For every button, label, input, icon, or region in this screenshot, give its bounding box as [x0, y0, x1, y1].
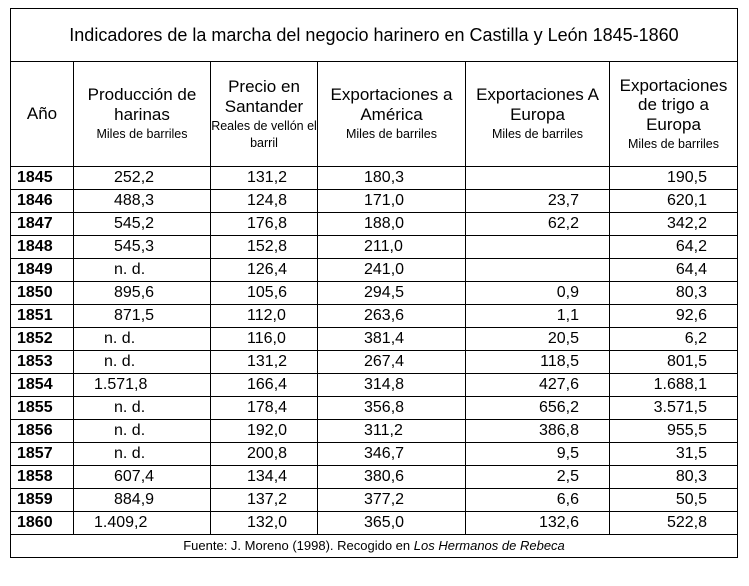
cell-america: 180,3 [318, 167, 466, 190]
data-table [10, 8, 738, 558]
cell-produccion: 488,3 [74, 190, 211, 213]
header-precio-sub: Reales de vellón el barril [211, 119, 317, 150]
cell-trigo: 50,5 [610, 489, 738, 512]
cell-america: 211,0 [318, 236, 466, 259]
header-america-main: Exportaciones a América [330, 85, 453, 124]
table-row [11, 466, 738, 489]
header-america-sub: Miles de barriles [345, 127, 437, 142]
cell-produccion: 607,4 [74, 466, 211, 489]
cell-precio: 178,4 [211, 397, 318, 420]
cell-trigo: 1.688,1 [610, 374, 738, 397]
cell-trigo: 620,1 [610, 190, 738, 213]
cell-europa: 6,6 [466, 489, 610, 512]
header-year: Año [11, 62, 74, 167]
header-precio [211, 62, 318, 167]
cell-year: 1851 [11, 305, 74, 328]
cell-produccion: 252,2 [74, 167, 211, 190]
header-produccion-main: Producción de harinas [87, 85, 197, 124]
header-america [318, 62, 466, 167]
cell-year: 1845 [11, 167, 74, 190]
cell-year: 1853 [11, 351, 74, 374]
header-trigo-main: Exportaciones de trigo a Europa [619, 75, 728, 134]
cell-year: 1854 [11, 374, 74, 397]
header-trigo [610, 62, 738, 167]
footer-book: Los Hermanos de Rebeca [413, 538, 565, 553]
cell-produccion: 545,3 [74, 236, 211, 259]
cell-year: 1848 [11, 236, 74, 259]
cell-trigo: 190,5 [610, 167, 738, 190]
table-row [11, 397, 738, 420]
cell-trigo: 31,5 [610, 443, 738, 466]
cell-precio: 166,4 [211, 374, 318, 397]
cell-trigo: 64,2 [610, 236, 738, 259]
cell-america: 188,0 [318, 213, 466, 236]
cell-year: 1847 [11, 213, 74, 236]
cell-europa: 0,9 [466, 282, 610, 305]
cell-trigo: 80,3 [610, 282, 738, 305]
table-row [11, 328, 738, 351]
cell-year: 1849 [11, 259, 74, 282]
cell-year: 1852 [11, 328, 74, 351]
cell-trigo: 522,8 [610, 512, 738, 535]
cell-precio: 192,0 [211, 420, 318, 443]
table-row [11, 236, 738, 259]
cell-america: 381,4 [318, 328, 466, 351]
header-trigo-sub: Miles de barriles [627, 137, 719, 152]
cell-europa: 20,5 [466, 328, 610, 351]
cell-america: 267,4 [318, 351, 466, 374]
cell-precio: 126,4 [211, 259, 318, 282]
table-row [11, 351, 738, 374]
cell-america: 377,2 [318, 489, 466, 512]
cell-produccion: n. d. [74, 397, 211, 420]
cell-europa: 118,5 [466, 351, 610, 374]
cell-year: 1860 [11, 512, 74, 535]
table-row [11, 213, 738, 236]
cell-precio: 152,8 [211, 236, 318, 259]
cell-produccion: n. d. [74, 328, 211, 351]
cell-europa [466, 259, 610, 282]
cell-produccion: 1.409,2 [74, 512, 211, 535]
cell-europa: 427,6 [466, 374, 610, 397]
cell-europa [466, 167, 610, 190]
cell-year: 1855 [11, 397, 74, 420]
cell-america: 311,2 [318, 420, 466, 443]
cell-year: 1856 [11, 420, 74, 443]
cell-precio: 116,0 [211, 328, 318, 351]
cell-year: 1850 [11, 282, 74, 305]
cell-europa: 62,2 [466, 213, 610, 236]
cell-trigo: 801,5 [610, 351, 738, 374]
cell-europa: 23,7 [466, 190, 610, 213]
cell-europa [466, 236, 610, 259]
cell-europa: 132,6 [466, 512, 610, 535]
cell-trigo: 64,4 [610, 259, 738, 282]
header-europa-main: Exportaciones A Europa [476, 85, 599, 124]
table-title: Indicadores de la marcha del negocio harinero en Castilla y León 1845-1860 [11, 9, 738, 62]
cell-produccion: 895,6 [74, 282, 211, 305]
cell-precio: 112,0 [211, 305, 318, 328]
cell-precio: 134,4 [211, 466, 318, 489]
cell-produccion: n. d. [74, 351, 211, 374]
cell-america: 294,5 [318, 282, 466, 305]
header-produccion [74, 62, 211, 167]
table-row [11, 374, 738, 397]
cell-america: 171,0 [318, 190, 466, 213]
cell-produccion: 884,9 [74, 489, 211, 512]
cell-trigo: 3.571,5 [610, 397, 738, 420]
header-europa [466, 62, 610, 167]
cell-america: 241,0 [318, 259, 466, 282]
cell-produccion: n. d. [74, 443, 211, 466]
cell-europa: 9,5 [466, 443, 610, 466]
table-row [11, 167, 738, 190]
header-precio-main: Precio en Santander [224, 77, 304, 116]
table-row [11, 420, 738, 443]
cell-precio: 105,6 [211, 282, 318, 305]
cell-precio: 131,2 [211, 167, 318, 190]
source-footer [11, 535, 738, 558]
cell-america: 346,7 [318, 443, 466, 466]
header-europa-sub: Miles de barriles [491, 127, 583, 142]
cell-america: 263,6 [318, 305, 466, 328]
cell-trigo: 6,2 [610, 328, 738, 351]
cell-europa: 656,2 [466, 397, 610, 420]
cell-europa: 386,8 [466, 420, 610, 443]
cell-trigo: 80,3 [610, 466, 738, 489]
cell-america: 356,8 [318, 397, 466, 420]
cell-precio: 124,8 [211, 190, 318, 213]
cell-year: 1859 [11, 489, 74, 512]
cell-america: 314,8 [318, 374, 466, 397]
cell-america: 380,6 [318, 466, 466, 489]
cell-trigo: 92,6 [610, 305, 738, 328]
cell-precio: 176,8 [211, 213, 318, 236]
table-row [11, 190, 738, 213]
cell-produccion: n. d. [74, 420, 211, 443]
header-produccion-sub: Miles de barriles [96, 127, 188, 142]
cell-produccion: 545,2 [74, 213, 211, 236]
cell-trigo: 955,5 [610, 420, 738, 443]
cell-precio: 200,8 [211, 443, 318, 466]
footer-prefix: Fuente: J. Moreno (1998). Recogido en [183, 538, 414, 553]
cell-year: 1846 [11, 190, 74, 213]
table-row [11, 512, 738, 535]
cell-america: 365,0 [318, 512, 466, 535]
table-row [11, 282, 738, 305]
table-row [11, 489, 738, 512]
table-row [11, 443, 738, 466]
cell-produccion: 1.571,8 [74, 374, 211, 397]
cell-year: 1857 [11, 443, 74, 466]
cell-produccion: 871,5 [74, 305, 211, 328]
table-row [11, 305, 738, 328]
cell-precio: 132,0 [211, 512, 318, 535]
cell-year: 1858 [11, 466, 74, 489]
table-row [11, 259, 738, 282]
cell-europa: 2,5 [466, 466, 610, 489]
cell-trigo: 342,2 [610, 213, 738, 236]
table-body [11, 167, 738, 535]
cell-europa: 1,1 [466, 305, 610, 328]
cell-precio: 137,2 [211, 489, 318, 512]
cell-precio: 131,2 [211, 351, 318, 374]
cell-produccion: n. d. [74, 259, 211, 282]
